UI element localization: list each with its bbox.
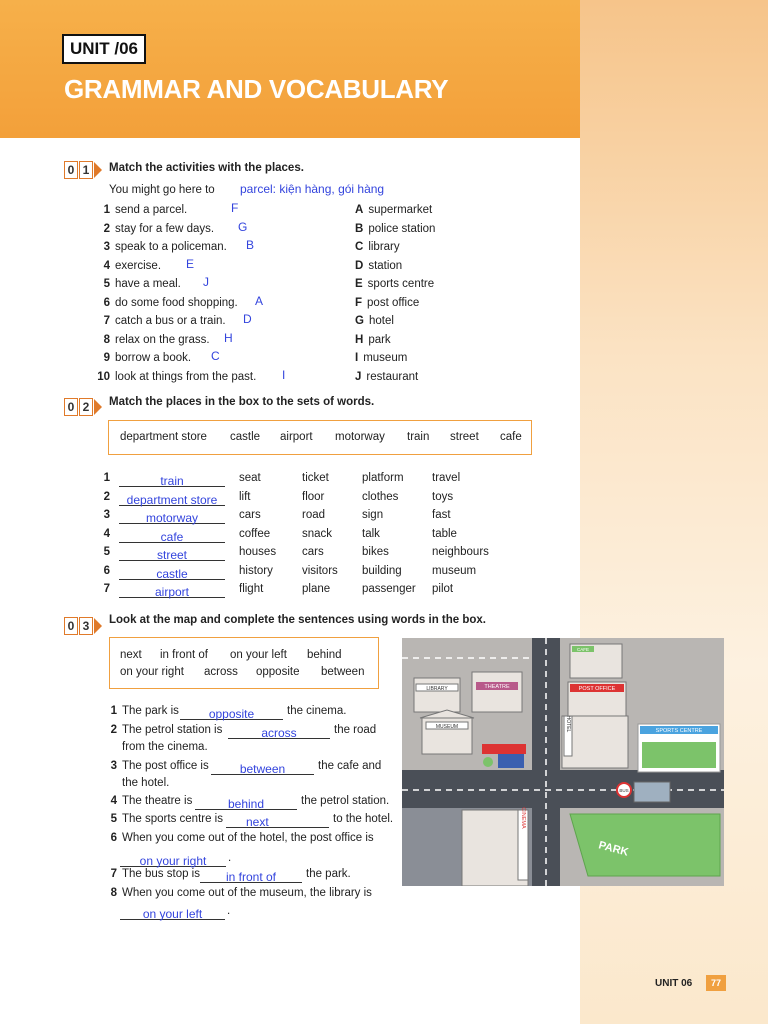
- sentence-5-end: to the hotel.: [333, 813, 394, 825]
- answer-blank[interactable]: department store: [119, 491, 225, 506]
- box-word: train: [407, 431, 430, 443]
- answer-blank[interactable]: on your right: [120, 852, 226, 867]
- word-set-word: table: [432, 527, 457, 540]
- sentence-8: 8 When you come out of the museum, the library is: [110, 887, 372, 899]
- word-set-word: lift: [239, 490, 251, 503]
- answer-blank[interactable]: in front of: [200, 868, 302, 883]
- sentence-2-end: the road: [334, 724, 377, 736]
- library-label: LIBRARY: [426, 686, 448, 692]
- place-option: I museum: [355, 352, 408, 364]
- answer-blank[interactable]: train: [119, 472, 225, 487]
- sports-centre-label: SPORTS CENTRE: [655, 728, 703, 734]
- sentence-6: 6 When you come out of the hotel, the post office is: [110, 832, 374, 844]
- place-option: A supermarket: [355, 204, 433, 216]
- handwritten-answer: D: [243, 312, 252, 326]
- post-office-label: POST OFFICE: [578, 686, 616, 692]
- word-set-word: fast: [432, 509, 451, 521]
- word-set-number: 3: [103, 509, 110, 521]
- handwritten-answer: B: [246, 238, 255, 252]
- answer-blank[interactable]: motorway: [119, 509, 225, 524]
- handwritten-answer: C: [211, 349, 220, 363]
- handwritten-answer: A: [255, 293, 264, 308]
- box-word: in front of: [160, 649, 208, 661]
- word-set-word: building: [362, 564, 402, 577]
- sentence-2-cont: from the cinema.: [122, 741, 208, 753]
- sentence-4-end: the petrol station.: [301, 795, 390, 807]
- word-set-word: snack: [302, 527, 333, 540]
- sentence-6-end: .: [228, 852, 232, 864]
- word-set-word: neighbours: [432, 546, 489, 558]
- activity-item: 4 exercise.: [103, 259, 162, 272]
- place-option: H park: [355, 333, 391, 346]
- place-option: G hotel: [355, 315, 394, 327]
- exercise-2-word-box: [108, 420, 532, 455]
- word-set-word: plane: [302, 583, 331, 595]
- handwritten-answer: H: [224, 330, 233, 345]
- sentence-7: 7 The bus stop is: [110, 868, 200, 880]
- sentence-7-end: the park.: [306, 868, 351, 880]
- handwritten-note: parcel: kiện hàng, gói hàng: [240, 182, 385, 196]
- sentence-1: 1 The park is: [110, 705, 179, 717]
- word-set-word: floor: [302, 490, 325, 503]
- answer-blank[interactable]: next: [226, 813, 329, 828]
- box-word: on your right: [120, 666, 184, 678]
- hotel-label: HOTEL: [565, 715, 571, 733]
- word-set-word: ticket: [302, 472, 329, 484]
- page-title: GRAMMAR AND VOCABULARY: [64, 74, 449, 104]
- box-word: castle: [230, 431, 261, 443]
- word-set-word: museum: [432, 564, 477, 577]
- header-banner: [0, 0, 580, 138]
- word-set-word: flight: [239, 583, 264, 595]
- answer-blank[interactable]: airport: [119, 583, 225, 598]
- word-set-word: coffee: [239, 527, 271, 540]
- word-set-number: 1: [103, 472, 110, 484]
- page-number: 77: [706, 975, 726, 991]
- box-word: behind: [307, 649, 342, 661]
- activity-item: 2 stay for a few days.: [103, 222, 215, 235]
- exercise-1-tag: 0 1: [64, 161, 102, 179]
- cinema-label: CINEMA: [520, 807, 526, 829]
- place-option: B police station: [355, 222, 436, 235]
- word-set-word: sign: [362, 509, 384, 521]
- answer-blank[interactable]: castle: [119, 565, 225, 580]
- handwritten-answer: I: [282, 367, 286, 382]
- word-set-word: cars: [239, 509, 261, 521]
- word-set-number: 2: [103, 490, 110, 503]
- place-option: C library: [355, 241, 400, 253]
- handwritten-answer: G: [238, 219, 248, 234]
- exercise-1-lead: You might go here to: [109, 184, 215, 196]
- exercise-3-word-box: [109, 637, 379, 689]
- answer-blank[interactable]: street: [119, 546, 225, 561]
- arrow-icon: [94, 162, 102, 178]
- town-map-illustration: [402, 638, 724, 886]
- box-word: on your left: [230, 649, 287, 661]
- sentence-4: 4 The theatre is: [110, 795, 193, 807]
- word-set-word: visitors: [302, 564, 338, 577]
- bus-stop-label: BUS: [619, 788, 629, 793]
- exercise-2-instruction: Match the places in the box to the sets of words.: [109, 396, 375, 408]
- word-set-number: 7: [103, 583, 110, 595]
- activity-item: 9 borrow a book.: [103, 352, 192, 364]
- word-set-number: 5: [103, 546, 110, 558]
- answer-blank[interactable]: behind: [195, 795, 297, 810]
- box-word: motorway: [335, 431, 385, 443]
- sentence-3-cont: the hotel.: [122, 777, 170, 789]
- town-map: [402, 638, 724, 886]
- word-set-word: bikes: [362, 546, 389, 558]
- sentence-3-end: the cafe and: [318, 760, 382, 772]
- word-set-word: talk: [362, 527, 380, 540]
- sentence-5: 5 The sports centre is: [110, 813, 223, 825]
- place-option: E sports centre: [355, 278, 435, 290]
- place-option: J restaurant: [355, 370, 419, 383]
- word-set-word: houses: [239, 546, 277, 558]
- museum-label: MUSEUM: [435, 724, 459, 730]
- word-set-word: travel: [432, 472, 461, 484]
- box-word: between: [321, 666, 365, 678]
- arrow-icon: [94, 618, 102, 634]
- word-set-number: 6: [103, 564, 110, 577]
- word-set-word: road: [302, 509, 326, 521]
- handwritten-answer: E: [186, 256, 195, 271]
- box-word: department store: [120, 431, 207, 443]
- word-set-word: clothes: [362, 490, 399, 503]
- arrow-icon: [94, 399, 102, 415]
- activity-item: 10 look at things from the past.: [97, 370, 257, 383]
- handwritten-answer: F: [231, 201, 239, 215]
- word-set-word: toys: [432, 490, 454, 503]
- park-label: PARK: [597, 839, 630, 859]
- word-set-word: cars: [302, 546, 324, 558]
- unit-label: UNIT /06: [62, 34, 146, 64]
- sentence-2: 2 The petrol station is: [110, 724, 223, 736]
- word-set-word: platform: [362, 472, 404, 484]
- exercise-3-instruction: Look at the map and complete the sentences using words in the box.: [109, 614, 487, 626]
- word-set-word: seat: [239, 472, 261, 484]
- box-word: opposite: [256, 666, 300, 678]
- box-word: cafe: [500, 431, 522, 443]
- place-option: D station: [355, 259, 403, 272]
- box-word: across: [204, 666, 238, 678]
- exercise-3-tag: 0 3: [64, 617, 102, 635]
- word-set-word: passenger: [362, 583, 416, 595]
- exercise-2-tag: 0 2: [64, 398, 102, 416]
- theatre-label: THEATRE: [484, 684, 510, 690]
- sentence-3: 3 The post office is: [110, 760, 209, 772]
- box-word: street: [450, 431, 479, 443]
- cafe-label: CAFE: [576, 647, 590, 652]
- answer-blank[interactable]: opposite: [180, 705, 283, 720]
- word-set-word: pilot: [432, 583, 454, 595]
- box-word: airport: [280, 431, 313, 443]
- answer-blank[interactable]: cafe: [119, 528, 225, 543]
- footer-unit: UNIT 06: [655, 978, 693, 989]
- activity-item: 5 have a meal.: [103, 278, 181, 290]
- answer-blank[interactable]: on your left: [120, 905, 225, 920]
- place-option: F post office: [355, 296, 420, 309]
- sentence-8-end: .: [227, 905, 231, 917]
- box-word: next: [120, 649, 142, 661]
- activity-item: 8 relax on the grass.: [103, 333, 210, 346]
- answer-blank[interactable]: between: [211, 760, 314, 775]
- exercise-1-instruction: Match the activities with the places.: [109, 162, 304, 174]
- word-set-number: 4: [103, 527, 110, 540]
- activity-item: 7 catch a bus or a train.: [103, 315, 226, 327]
- handwritten-answer: J: [203, 275, 209, 289]
- sentence-1-end: the cinema.: [287, 705, 347, 717]
- word-set-word: history: [239, 564, 273, 577]
- activity-item: 6 do some food shopping.: [103, 296, 238, 309]
- activity-item: 3 speak to a policeman.: [103, 241, 227, 253]
- activity-item: 1 send a parcel.: [103, 204, 188, 216]
- answer-blank[interactable]: across: [228, 724, 330, 739]
